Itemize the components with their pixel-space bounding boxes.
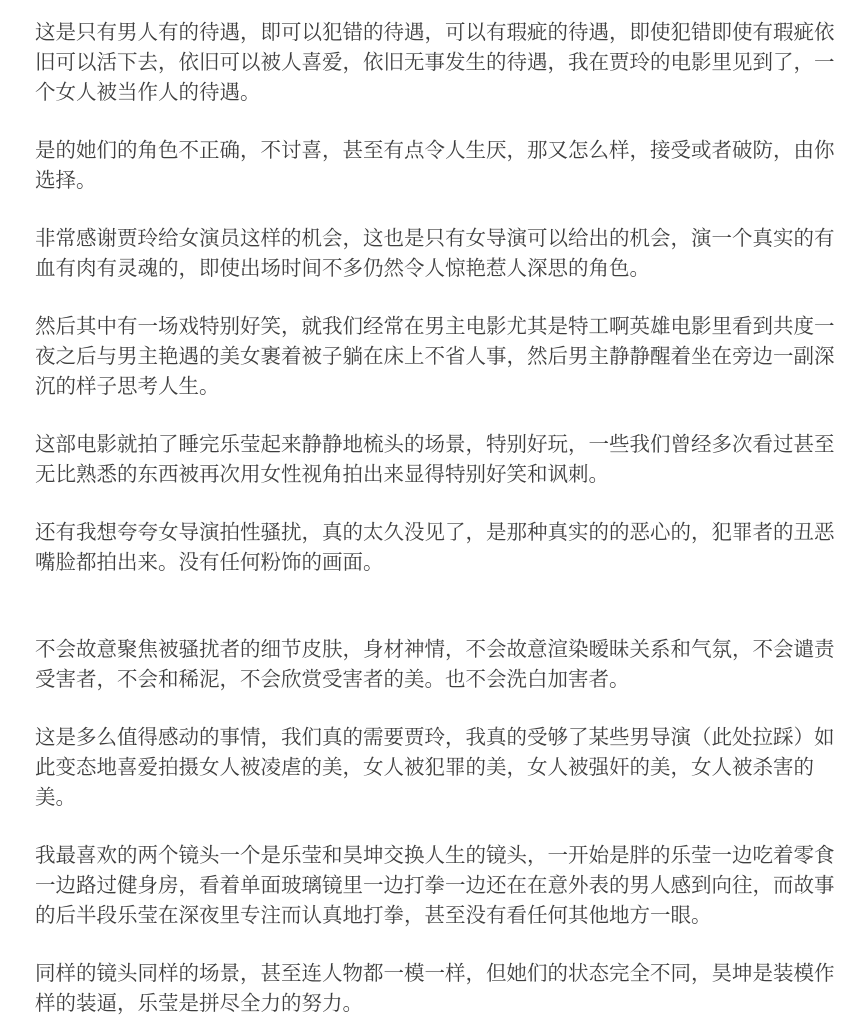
review-paragraph: 这是多么值得感动的事情，我们真的需要贾玲，我真的受够了某些男导演（此处拉踩）如此变态地喜爱拍摄女人被凌虐的美，女人被犯罪的美，女人被强奸的美，女人被杀害的美。	[35, 726, 835, 809]
review-paragraph: 我最喜欢的两个镜头一个是乐莹和昊坤交换人生的镜头，一开始是胖的乐莹一边吃着零食一边路过健身房，看着单面玻璃镜里一边打拳一边还在在意外表的男人感到向往，而故事的后半段乐莹在深夜里专注而认真地打拳，甚至没有看任何其他地方一眼。	[35, 844, 835, 927]
review-paragraph: 是的她们的角色不正确，不讨喜，甚至有点令人生厌，那又怎么样，接受或者破防，由你选择。	[35, 139, 835, 192]
review-paragraph: 这是只有男人有的待遇，即可以犯错的待遇，可以有瑕疵的待遇，即使犯错即使有瑕疵依旧可以活下去，依旧可以被人喜爱，依旧无事发生的待遇，我在贾玲的电影里见到了，一个女人被当作人的待遇。	[35, 21, 835, 104]
review-paragraph: 非常感谢贾玲给女演员这样的机会，这也是只有女导演可以给出的机会，演一个真实的有血有肉有灵魂的，即使出场时间不多仍然令人惊艳惹人深思的角色。	[35, 227, 835, 280]
review-paragraph: 不会故意聚焦被骚扰者的细节皮肤，身材神情，不会故意渲染暧昧关系和气氛，不会谴责受害者，不会和稀泥，不会欣赏受害者的美。也不会洗白加害者。	[35, 638, 835, 691]
review-paragraph: 这部电影就拍了睡完乐莹起来静静地梳头的场景，特别好玩，一些我们曾经多次看过甚至无比熟悉的东西被再次用女性视角拍出来显得特别好笑和讽刺。	[35, 433, 835, 486]
review-paragraph: 还有我想夸夸女导演拍性骚扰，真的太久没见了，是那种真实的的恶心的，犯罪者的丑恶嘴脸都拍出来。没有任何粉饰的画面。	[35, 521, 835, 574]
review-paragraph: 然后其中有一场戏特别好笑，就我们经常在男主电影尤其是特工啊英雄电影里看到共度一夜之后与男主艳遇的美女裹着被子躺在床上不省人事，然后男主静静醒着坐在旁边一副深沉的样子思考人生。	[35, 315, 835, 398]
review-paragraph: 同样的镜头同样的场景，甚至连人物都一模一样，但她们的状态完全不同，昊坤是装模作样的装逼，乐莹是拼尽全力的努力。	[35, 962, 835, 1015]
